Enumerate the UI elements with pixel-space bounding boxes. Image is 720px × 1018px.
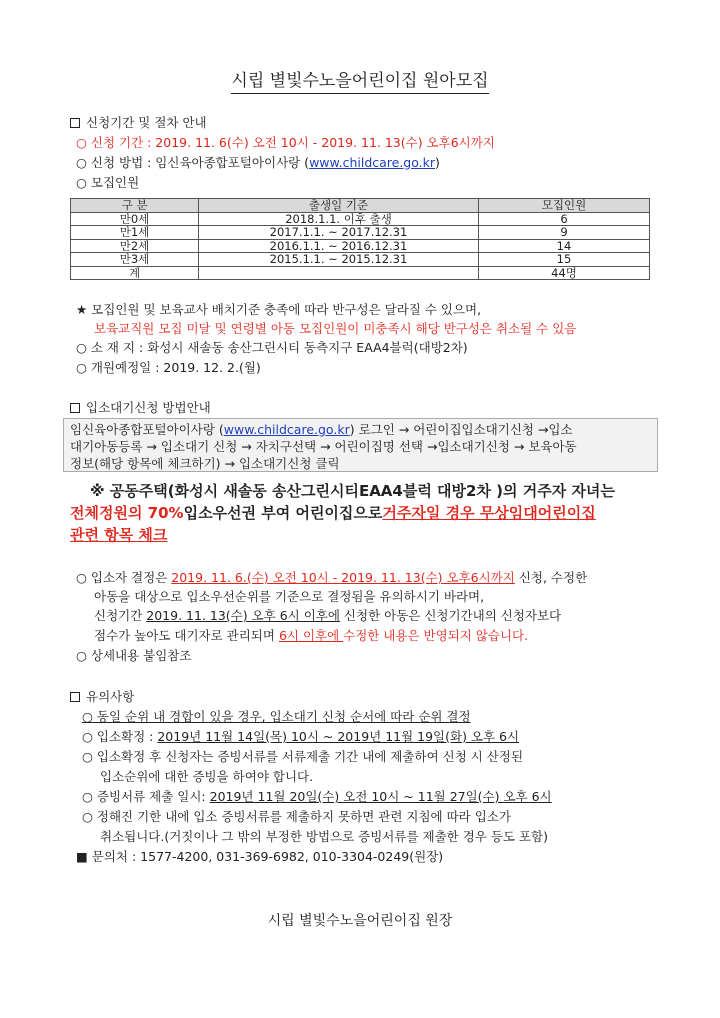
- contact: ■ 문의처 : 1577-4200, 031-369-6982, 010-3304-0249(원장): [76, 849, 444, 864]
- note-3b: 입소순위에 대한 증빙을 하여야 합니다.: [100, 769, 314, 784]
- priority-line-1: ※ 공동주택(화성시 새솔동 송산그린시티EAA4블럭 대방2차 )의 거주자 자녀는: [90, 482, 615, 500]
- table-row: 만1세 2017.1.1. ~ 2017.12.31 9: [71, 226, 650, 240]
- steps-line-3: 정보(해당 항목에 체크하기) → 입소대기신청 클릭: [70, 456, 340, 471]
- checkbox-icon: [70, 403, 80, 413]
- table-header: 구 분: [71, 199, 199, 213]
- note-5b: 취소됩니다.(거짓이나 그 밖의 부정한 방법으로 증빙서류를 제출한 경우 등도 포함): [100, 829, 548, 844]
- checkbox-icon: [70, 692, 80, 702]
- decision-line-2: 아동을 대상으로 입소우선순위를 기준으로 결정됨을 유의하시기 바라며,: [94, 589, 485, 604]
- priority-line-3: 관련 항목 체크: [70, 526, 168, 544]
- star-note: ★ 모집인원 및 보육교사 배치기준 충족에 따라 반구성은 달라질 수 있으며,: [76, 302, 482, 317]
- recruit-label: ○ 모집인원: [76, 175, 140, 190]
- table-header: 출생일 기준: [199, 199, 479, 213]
- table-total-row: 계 44명: [71, 266, 650, 280]
- table-row: 만3세 2015.1.1. ~ 2015.12.31 15: [71, 253, 650, 267]
- section3-heading: 유의사항: [70, 689, 134, 705]
- decision-line-3: 신청기간 2019. 11. 13(수) 오후 6시 이후에 신청한 아동은 신청기간내의 신청자보다: [94, 608, 562, 623]
- decision-line-4: 점수가 높아도 대기자로 관리되며 6시 이후에 수정한 내용은 반영되지 않습니다.: [94, 628, 529, 643]
- address: ○ 소 재 지 : 화성시 새솔동 송산그린시티 동측지구 EAA4블럭(대방2차): [76, 340, 468, 355]
- priority-line-2: 전체정원의 70%입소우선권 부여 어린이집으로거주자일 경우 무상임대어린이집: [70, 504, 596, 522]
- steps-line-2: 대기아동등록 → 입소대기 신청 → 자치구선택 → 어린이집명 선택 →입소대기신청 → 보육아동: [70, 439, 577, 454]
- section1-heading: 신청기간 및 절차 안내: [70, 115, 207, 131]
- decision-line-5: ○ 상세내용 붙임참조: [76, 648, 192, 663]
- table-header: 모집인원: [479, 199, 650, 213]
- recruitment-table: [70, 198, 650, 280]
- star-note-red: 보육교직원 모집 미달 및 연령별 아동 모집인원이 미충족시 해당 반구성은 취소될 수 있음: [94, 321, 577, 336]
- document-title: 시립 별빛수노을어린이집 원아모집: [0, 66, 720, 91]
- note-1: ○ 동일 순위 내 경합이 있을 경우, 입소대기 신청 순서에 따라 순위 결정: [82, 709, 471, 724]
- note-4: ○ 증빙서류 제출 일시: 2019년 11월 20일(수) 오전 10시 ~ 11월 27일(수) 오후 6시: [82, 789, 552, 804]
- application-method: ○ 신청 방법 : 임신육아종합포털아이사랑 (www.childcare.go.kr): [76, 155, 440, 170]
- section2-heading: 입소대기신청 방법안내: [70, 400, 211, 416]
- checkbox-icon: [70, 118, 80, 128]
- note-2: ○ 입소확정 : 2019년 11월 14일(목) 10시 ~ 2019년 11월 19일(화) 오후 6시: [82, 729, 520, 744]
- note-5: ○ 정해진 기한 내에 입소 증빙서류를 제출하지 못하면 관련 지침에 따라 입소가: [82, 809, 511, 824]
- note-3: ○ 입소확정 후 신청자는 증빙서류를 서류제출 기간 내에 제출하여 신청 시 산정된: [82, 749, 524, 764]
- opening-date: ○ 개원예정일 : 2019. 12. 2.(월): [76, 360, 261, 375]
- childcare-link[interactable]: www.childcare.go.kr: [309, 155, 436, 170]
- table-row: 만0세 2018.1.1. 이후 출생 6: [71, 212, 650, 226]
- steps-line-1: 임신육아종합포털아이사랑 (www.childcare.go.kr) 로그인 → 어린이집입소대기신청 →입소: [70, 422, 573, 437]
- decision-line-1: ○ 입소자 결정은 2019. 11. 6.(수) 오전 10시 - 2019. 11. 13(수) 오후6시까지 신청, 수정한: [76, 570, 588, 585]
- table-header-row: [71, 199, 650, 213]
- childcare-link[interactable]: www.childcare.go.kr: [223, 422, 350, 437]
- application-steps-box: [63, 418, 658, 472]
- signature-footer: 시립 별빛수노을어린이집 원장: [267, 913, 453, 929]
- application-period: ○ 신청 기간 : 2019. 11. 6(수) 오전 10시 - 2019. 11. 13(수) 오후6시까지: [76, 135, 495, 150]
- table-row: 만2세 2016.1.1. ~ 2016.12.31 14: [71, 239, 650, 253]
